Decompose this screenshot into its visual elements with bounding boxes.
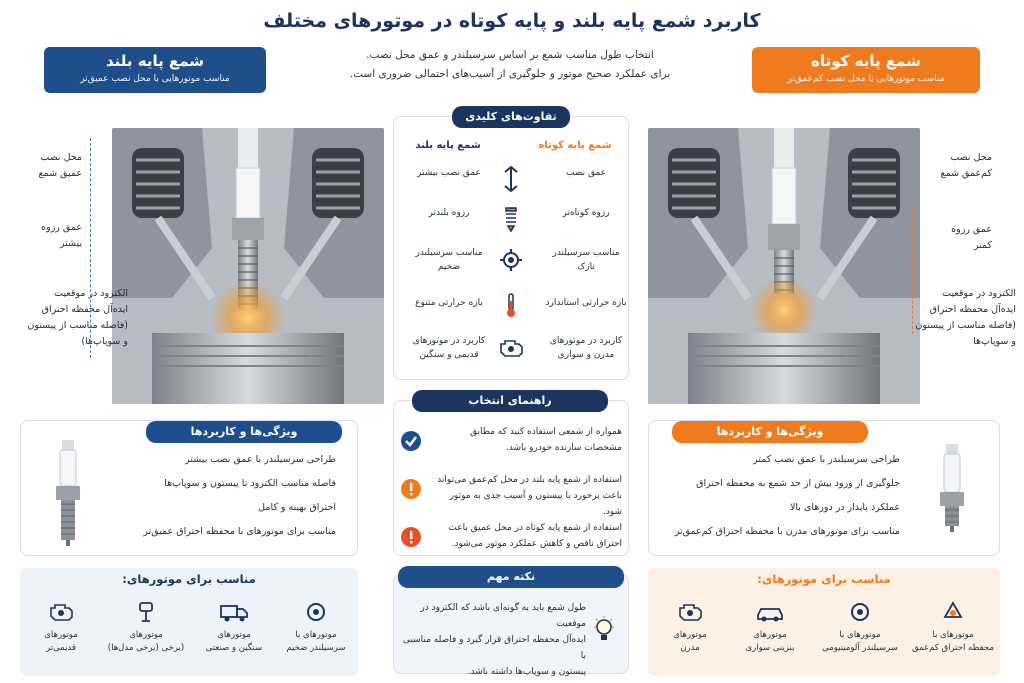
guide-line: باعث برخورد با پیستون و آسیب جدی به موتور شود. [449, 491, 622, 517]
engine-label: سنگین و صنعتی [205, 643, 263, 653]
short-suitable-title: مناسب برای موتورهای: [757, 572, 891, 586]
diff-text: نازک [577, 262, 595, 272]
long-engine-card [276, 600, 356, 655]
old-engine-icon [47, 600, 75, 624]
diff-text: رزوه بلندتر [428, 208, 470, 218]
alert-icon [400, 526, 422, 548]
modern-engine-icon [676, 600, 704, 624]
warning-icon [400, 478, 422, 500]
long-electrode-line: (فاصله مناسب از پیستون [27, 320, 128, 331]
long-thread-line: بیشتر [59, 238, 82, 249]
short-plug-title: شمع پایه کوتاه [811, 52, 921, 70]
diff-short-cell [543, 206, 629, 220]
engine-label: موتورهای [44, 630, 78, 640]
table-row [393, 206, 629, 234]
guide-line: مشخصات سازنده خودرو باشد. [505, 443, 622, 453]
list-item [400, 520, 622, 560]
engine-label: سرسیلندر آلومینیومی [822, 643, 898, 653]
engine-label: محفظه احتراق کم‌عمق [912, 643, 994, 653]
guide-title: راهنمای انتخاب [412, 390, 608, 412]
long-mount-line: محل نصب [40, 152, 82, 163]
intro-text [300, 46, 720, 84]
table-row [393, 166, 629, 194]
engine-label: موتورهای با [932, 630, 974, 640]
short-engine-card [908, 600, 998, 655]
long-plug-cutaway [112, 128, 384, 404]
long-thread-line: عمق رزوه [41, 222, 82, 233]
engine-label: موتورهای [129, 630, 163, 640]
list-item: احتراق بهینه و کامل [258, 502, 336, 513]
note-line: طول شمع باید به گونه‌ای باشد که الکترود در موقعیت [420, 603, 586, 629]
note-title: نکته مهم [398, 566, 624, 588]
list-item: فاصله مناسب الکترود تا پیستون و سوپاپ‌ها [164, 478, 336, 489]
intro-line-1: انتخاب طول مناسب شمع بر اساس سرسیلندر و عمق محل نصب. [366, 49, 654, 61]
long-electrode-line: ایده‌آل محفظه احتراق [41, 304, 128, 315]
guide-text [434, 520, 622, 552]
engine-label: موتورهای با [839, 630, 881, 640]
thermometer-icon [503, 292, 519, 318]
short-features-title: ویژگی‌ها و کاربردها [672, 421, 868, 443]
short-electrode-line: الکترود در موقعیت [942, 288, 1016, 299]
engine-label: (برخی (برخی مدل‌ها) [107, 643, 185, 653]
diff-long-cell [397, 296, 501, 310]
table-row [393, 246, 629, 278]
long-mount-line: عمیق شمع [38, 168, 82, 179]
long-thread-label [30, 220, 82, 252]
long-suitable-header [20, 572, 358, 586]
long-dimension-line [90, 138, 91, 358]
thread-icon [503, 206, 519, 232]
short-thread-label [930, 222, 992, 254]
short-thread-line: عمق رزوه [951, 224, 992, 235]
diff-text: عمق نصب بیشتر [417, 168, 481, 178]
short-suitable-header [648, 572, 1000, 586]
list-item: مناسب برای موتورهای مدرن با محفظه احتراق کم‌عمق‌تر [674, 526, 900, 537]
diff-text: کاربرد در موتورهای [412, 336, 486, 346]
short-plug-subtitle: مناسب موتورهایی با محل نصب کم‌عمق‌تر [787, 74, 945, 84]
list-item: مناسب برای موتورهای با محفظه احتراق عمیق‌تر [143, 526, 336, 537]
differences-title: تفاوت‌های کلیدی [452, 106, 570, 128]
diff-text: بازه حرارتی متنوع [415, 298, 483, 308]
long-plug-engine-illustration [112, 128, 384, 404]
short-engine-card [730, 600, 810, 655]
long-engine-card [100, 600, 192, 655]
guide-text [434, 472, 622, 520]
cylinder-head-icon [499, 248, 523, 272]
list-item [400, 424, 622, 464]
short-spark-plug-icon [934, 444, 970, 534]
long-engine-card [194, 600, 274, 655]
engine-label: سرسیلندر ضخیم [286, 643, 346, 653]
short-plug-caption [752, 47, 980, 93]
long-mount-label [30, 150, 82, 182]
diff-long-cell [397, 166, 501, 180]
long-plug-subtitle: مناسب موتورهایی با محل نصب عمیق‌تر [80, 74, 230, 84]
short-plug-cutaway [648, 128, 920, 404]
note-text [400, 600, 586, 680]
long-engine-card [24, 600, 98, 655]
car-icon [755, 600, 785, 624]
engine-icon [497, 336, 525, 360]
short-engine-card [652, 600, 728, 655]
short-mount-line: محل نصب [950, 152, 992, 163]
diff-text: مناسب سرسیلندر [552, 248, 620, 258]
long-plug-caption [44, 47, 266, 93]
short-electrode-line: ایده‌آل محفظه احتراق [929, 304, 1016, 315]
page-title: کاربرد شمع پایه بلند و پایه کوتاه در موتورهای مختلف [263, 10, 761, 32]
guide-line: استفاده از شمع پایه کوتاه در محل عمیق باعث [448, 523, 622, 533]
long-features-list [100, 448, 348, 544]
long-plug-title: شمع پایه بلند [105, 52, 205, 70]
gear-engine-icon [847, 600, 873, 624]
note-line: ایده‌آل محفظه احتراق قرار گیرد و فاصله مناسبی با [402, 635, 586, 661]
table-row [393, 292, 629, 320]
diff-text: کاربرد در موتورهای [549, 336, 623, 346]
long-spark-plug-icon [50, 440, 86, 546]
short-electrode-line: و سوپاپ‌ها [973, 336, 1016, 347]
short-mount-label [930, 150, 992, 182]
long-suitable-title: مناسب برای موتورهای: [122, 572, 256, 586]
differences-rows [393, 160, 629, 380]
diff-long-cell [397, 206, 501, 220]
guide-text [434, 424, 622, 456]
diff-long-cell [397, 334, 501, 362]
differences-col-long: شمع پایه بلند [415, 140, 481, 151]
diff-text: ضخیم [437, 262, 461, 272]
differences-col-short: شمع پایه کوتاه [538, 140, 612, 151]
short-electrode-label [908, 286, 1016, 350]
short-plug-engine-illustration [648, 128, 920, 404]
diff-text: مناسب سرسیلندر [415, 248, 483, 258]
short-features-list [662, 448, 912, 544]
diff-text: مدرن و سواری [557, 350, 615, 360]
intro-line-2: برای عملکرد صحیح موتور و جلوگیری از آسیب‌های احتمالی ضروری است. [349, 68, 671, 80]
short-dimension-line [912, 210, 913, 334]
engine-label: موتورهای [673, 630, 707, 640]
engine-label: مدرن [680, 643, 700, 653]
long-electrode-line: الکترود در موقعیت [54, 288, 128, 299]
guide-line: همواره از شمعی استفاده کنید که مطابق [469, 427, 622, 437]
diff-text: رزوه کوتاه‌تر [562, 208, 610, 218]
lightbulb-icon [592, 616, 616, 646]
truck-icon [219, 600, 249, 624]
guide-line: استفاده از شمع پایه بلند در محل کم‌عمق می‌تواند [437, 475, 622, 485]
engine-label: موتورهای با [295, 630, 337, 640]
engine-label: بنزینی سواری [745, 643, 795, 653]
diff-text: عمق نصب [565, 168, 607, 178]
note-line: پیستون و سوپاپ‌ها داشته باشد. [467, 667, 586, 677]
short-electrode-line: (فاصله مناسب از پیستون [915, 320, 1016, 331]
list-item: طراحی سرسیلندر با عمق نصب کمتر [753, 454, 900, 465]
long-features-title: ویژگی‌ها و کاربردها [146, 421, 342, 443]
depth-arrow-icon [501, 166, 521, 192]
list-item [400, 472, 622, 517]
engine-label: موتورهای [753, 630, 787, 640]
list-item: عملکرد پایدار در دورهای بالا [789, 502, 900, 513]
engine-label: قدیمی‌تر [46, 643, 76, 653]
short-thread-line: کمتر [973, 240, 992, 251]
check-icon [400, 430, 422, 452]
piston-gear-icon [302, 600, 330, 624]
long-electrode-line: و سوپاپ‌ها) [81, 336, 128, 347]
short-engine-card [814, 600, 906, 655]
list-item: طراحی سرسیلندر با عمق نصب بیشتر [185, 454, 336, 465]
diff-text: بازه حرارتی استاندارد [545, 298, 627, 308]
diff-short-cell [543, 246, 629, 274]
short-mount-line: کم‌عمق شمع [940, 168, 992, 179]
diff-long-cell [397, 246, 501, 274]
diff-short-cell [543, 296, 629, 310]
diff-text: قدیمی و سنگین [419, 350, 479, 360]
table-row [393, 334, 629, 366]
piston-icon [133, 600, 159, 624]
diff-short-cell [543, 334, 629, 362]
engine-label: موتورهای [217, 630, 251, 640]
list-item: جلوگیری از ورود بیش از حد شمع به محفظه احتراق [696, 478, 900, 489]
long-electrode-label [18, 286, 128, 350]
combustion-icon [940, 600, 966, 624]
guide-line: احتراق ناقص و کاهش عملکرد موتور می‌شود. [451, 539, 622, 549]
diff-short-cell [543, 166, 629, 180]
